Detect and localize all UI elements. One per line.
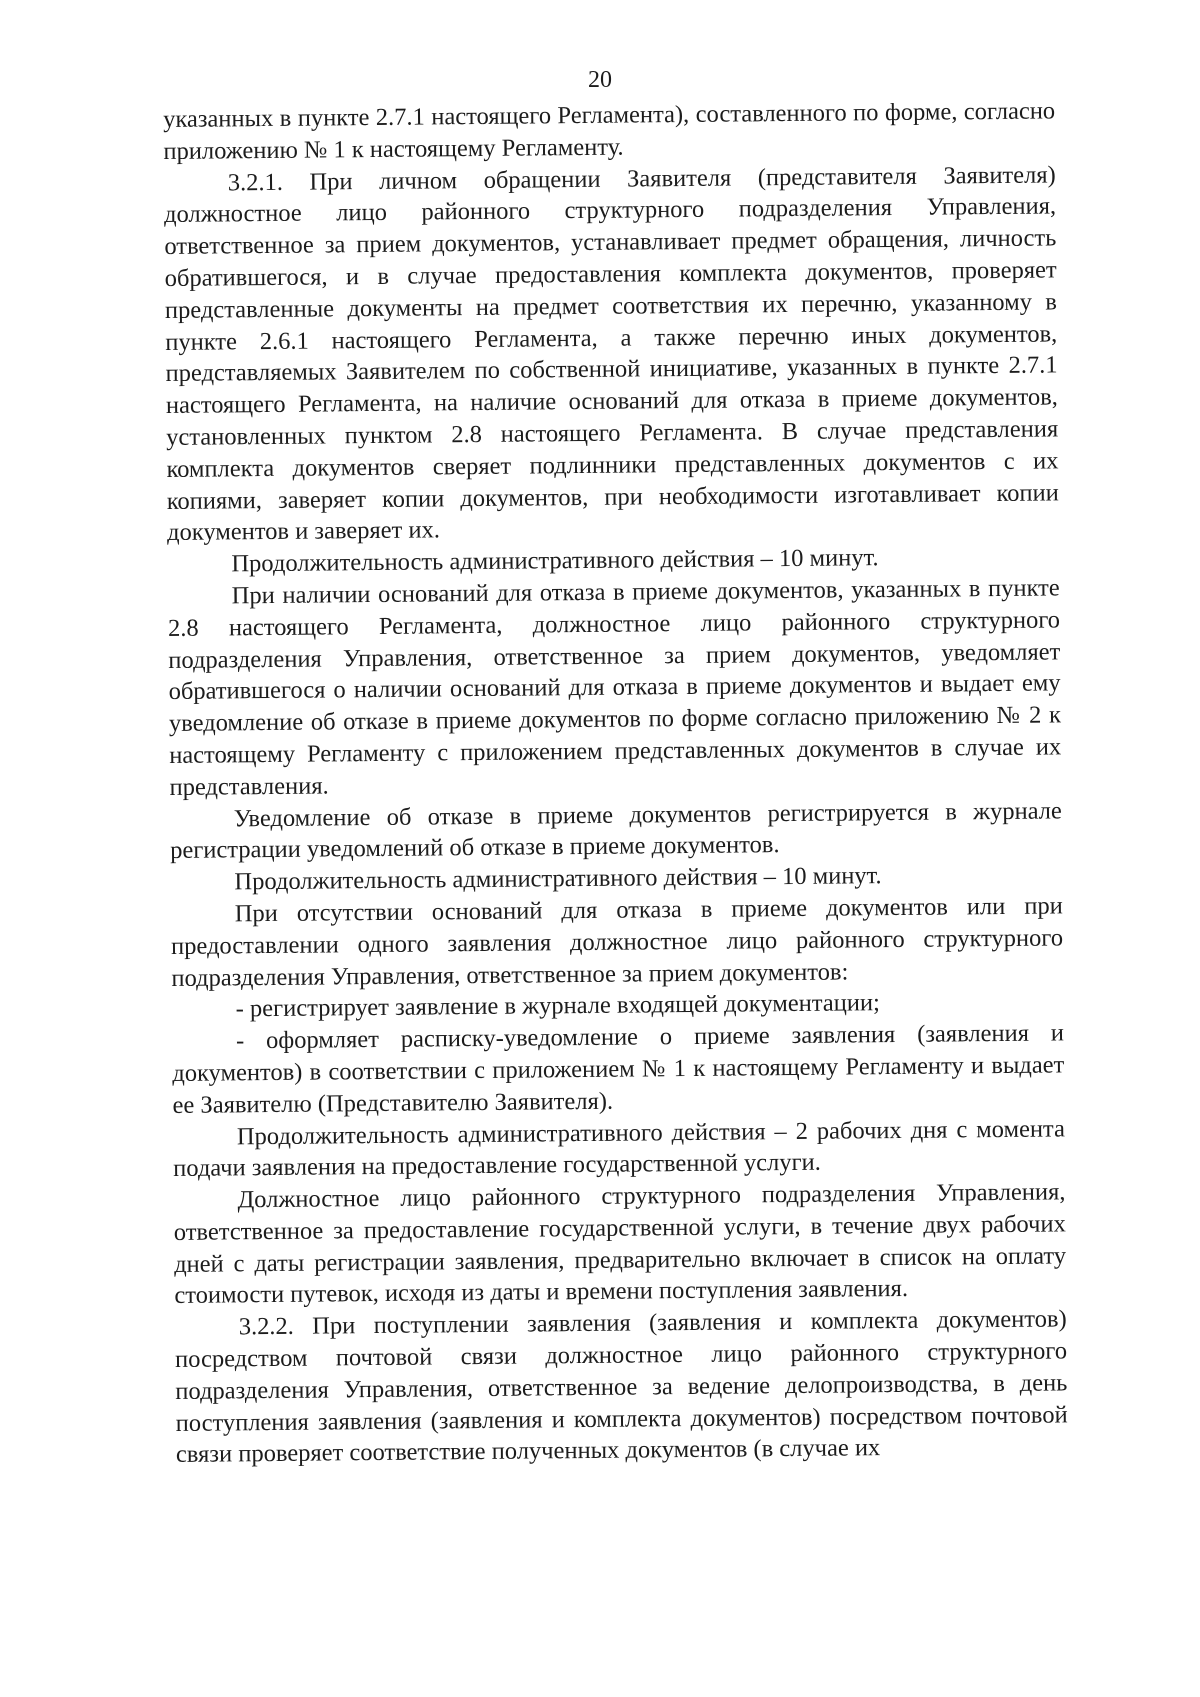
- list-item: - оформляет расписку-уведомление о приеме заявления (заявления и документов) в соответствии с приложением № 1 к настоящему Регламенту и выдает ее Заявителю (Представителю Заявителя).: [172, 1019, 1065, 1119]
- list-item: - регистрирует заявление в журнале входящей документации;: [235, 989, 880, 1023]
- paragraph: Должностное лицо районного структурного подразделения Управления, ответственное за предоставление государственной услуги, в течение двух рабочих дней с даты регистрации заявления, предварительно включает в список на оплату стоимости путевок, исходя из даты и времени поступления заявления.: [173, 1178, 1067, 1310]
- paragraph: 3.2.1. При личном обращении Заявителя (представителя Заявителя) должностное лицо районного структурного подразделения Управления, ответственное за прием документов, устанавливает предмет обращения, личность обратившегося, и в случае предоставления комплекта документов, проверяет представленные документы на предмет соответствия их перечню, указанному в пункте 2.6.1 настоящего Регламента, а также перечню иных документов, представляемых Заявителем по собственной инициативе, указанных в пункте 2.7.1 настоящего Регламента, на наличие оснований для отказа в приеме документов, установленных пунктом 2.8 настоящего Регламента. В случае представления комплекта документов сверяет подлинники представленных документов с их копиями, заверяет копии документов, при необходимости изготавливает копии документов и заверяет их.: [163, 161, 1059, 547]
- paragraph: Продолжительность административного действия – 10 минут.: [231, 544, 879, 578]
- document-body: [163, 95, 1068, 1471]
- paragraph: При наличии оснований для отказа в приеме документов, указанных в пункте 2.8 настоящего Регламента, должностное лицо районного структурного подразделения Управления, ответственное за прием документов, уведомляет обратившегося о наличии оснований для отказа в приеме документов и выдает ему уведомление об отказе в приеме документов по форме согласно приложению № 2 к настоящему Регламенту с приложением представленных документов в случае их представления.: [167, 574, 1062, 801]
- paragraph: Продолжительность административного действия – 10 минут.: [234, 862, 882, 896]
- paragraph: Продолжительность административного действия – 2 рабочих дня с момента подачи заявления на предоставление государственной услуги.: [173, 1114, 1066, 1183]
- paragraph: 3.2.2. При поступлении заявления (заявления и комплекта документов) посредством почтовой связи должностное лицо районного структурного подразделения Управления, ответственное за ведение делопроизводства, в день поступления заявления (заявления и комплекта документов) посредством почтовой связи проверяет соответствие полученных документов (в случае их: [174, 1305, 1068, 1469]
- page-number: 20: [588, 67, 612, 93]
- paragraph: При отсутствии оснований для отказа в приеме документов или при предоставлении одного заявления должностное лицо районного структурного подразделения Управления, ответственное за прием документов:: [170, 892, 1064, 992]
- paragraph: Уведомление об отказе в приеме документов регистрируется в журнале регистрации уведомлений об отказе в приеме документов.: [170, 796, 1062, 865]
- paragraph: указанных в пункте 2.7.1 настоящего Регламента), составленного по форме, согласно приложению № 1 к настоящему Регламенту.: [163, 97, 1056, 165]
